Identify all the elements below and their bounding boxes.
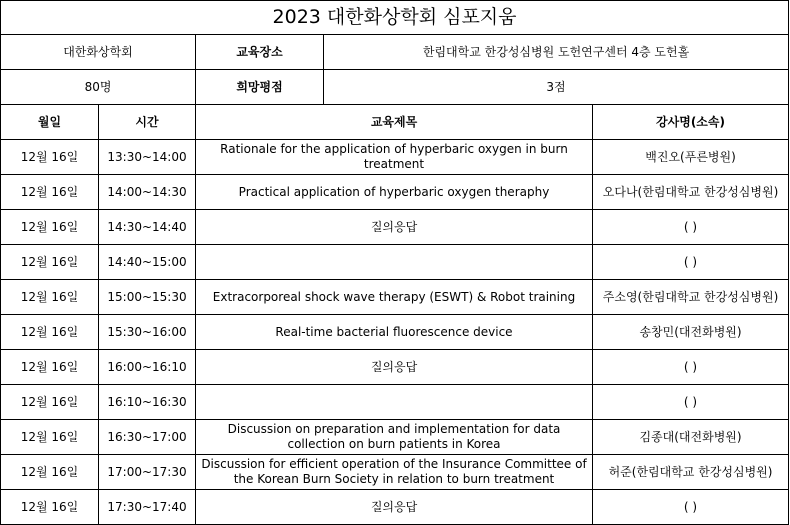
speaker-cell: 허준(한림대학교 한강성심병원) — [593, 455, 789, 490]
table-row — [1, 175, 789, 210]
topic-cell: 질의응답 — [196, 490, 593, 525]
topic-cell: Extracorporeal shock wave therapy (ESWT) & Robot training — [196, 280, 593, 315]
speaker-cell: 김종대(대전화병원) — [593, 420, 789, 455]
organizer-cell: 대한화상학회 — [1, 35, 196, 70]
header-time: 시간 — [99, 105, 196, 140]
speaker-cell: 주소영(한림대학교 한강성심병원) — [593, 280, 789, 315]
page-title: 2023 대한화상학회 심포지움 — [1, 1, 789, 35]
date-cell: 12월 16일 — [1, 420, 99, 455]
topic-cell: Practical application of hyperbaric oxygen theraphy — [196, 175, 593, 210]
speaker-cell: 백진오(푸른병원) — [593, 140, 789, 175]
date-cell: 12월 16일 — [1, 210, 99, 245]
time-cell: 13:30~14:00 — [99, 140, 196, 175]
speaker-cell: ( ) — [593, 210, 789, 245]
time-cell: 17:00~17:30 — [99, 455, 196, 490]
topic-cell — [196, 385, 593, 420]
date-cell: 12월 16일 — [1, 385, 99, 420]
venue-value: 한림대학교 한강성심병원 도헌연구센터 4층 도헌홀 — [324, 35, 789, 70]
points-label: 희망평점 — [196, 70, 324, 105]
date-cell: 12월 16일 — [1, 490, 99, 525]
topic-cell: 질의응답 — [196, 210, 593, 245]
date-cell: 12월 16일 — [1, 280, 99, 315]
table-row — [1, 280, 789, 315]
time-cell: 15:00~15:30 — [99, 280, 196, 315]
date-cell: 12월 16일 — [1, 455, 99, 490]
table-row — [1, 420, 789, 455]
speaker-cell: 오다나(한림대학교 한강성심병원) — [593, 175, 789, 210]
header-speaker: 강사명(소속) — [593, 105, 789, 140]
time-cell: 16:30~17:00 — [99, 420, 196, 455]
speaker-cell: ( ) — [593, 490, 789, 525]
points-value: 3점 — [324, 70, 789, 105]
topic-cell: 질의응답 — [196, 350, 593, 385]
header-date: 월일 — [1, 105, 99, 140]
table-row — [1, 140, 789, 175]
time-cell: 16:00~16:10 — [99, 350, 196, 385]
table-row — [1, 490, 789, 525]
date-cell: 12월 16일 — [1, 350, 99, 385]
table-row — [1, 210, 789, 245]
topic-cell: Rationale for the application of hyperbaric oxygen in burn treatment — [196, 140, 593, 175]
time-cell: 16:10~16:30 — [99, 385, 196, 420]
speaker-cell: ( ) — [593, 245, 789, 280]
time-cell: 14:30~14:40 — [99, 210, 196, 245]
time-cell: 14:40~15:00 — [99, 245, 196, 280]
header-topic: 교육제목 — [196, 105, 593, 140]
table-row — [1, 350, 789, 385]
topic-cell: Discussion for efficient operation of the Insurance Committee of the Korean Burn Society in relation to burn treatment — [196, 455, 593, 490]
topic-cell — [196, 245, 593, 280]
speaker-cell: ( ) — [593, 350, 789, 385]
venue-label: 교육장소 — [196, 35, 324, 70]
table-row — [1, 455, 789, 490]
topic-cell: Real-time bacterial fluorescence device — [196, 315, 593, 350]
time-cell: 15:30~16:00 — [99, 315, 196, 350]
capacity-cell: 80명 — [1, 70, 196, 105]
time-cell: 14:00~14:30 — [99, 175, 196, 210]
time-cell: 17:30~17:40 — [99, 490, 196, 525]
date-cell: 12월 16일 — [1, 315, 99, 350]
date-cell: 12월 16일 — [1, 175, 99, 210]
date-cell: 12월 16일 — [1, 245, 99, 280]
date-cell: 12월 16일 — [1, 140, 99, 175]
table-row — [1, 385, 789, 420]
table-row — [1, 245, 789, 280]
topic-cell: Discussion on preparation and implementation for data collection on burn patients in Korea — [196, 420, 593, 455]
table-row — [1, 315, 789, 350]
speaker-cell: ( ) — [593, 385, 789, 420]
speaker-cell: 송창민(대전화병원) — [593, 315, 789, 350]
